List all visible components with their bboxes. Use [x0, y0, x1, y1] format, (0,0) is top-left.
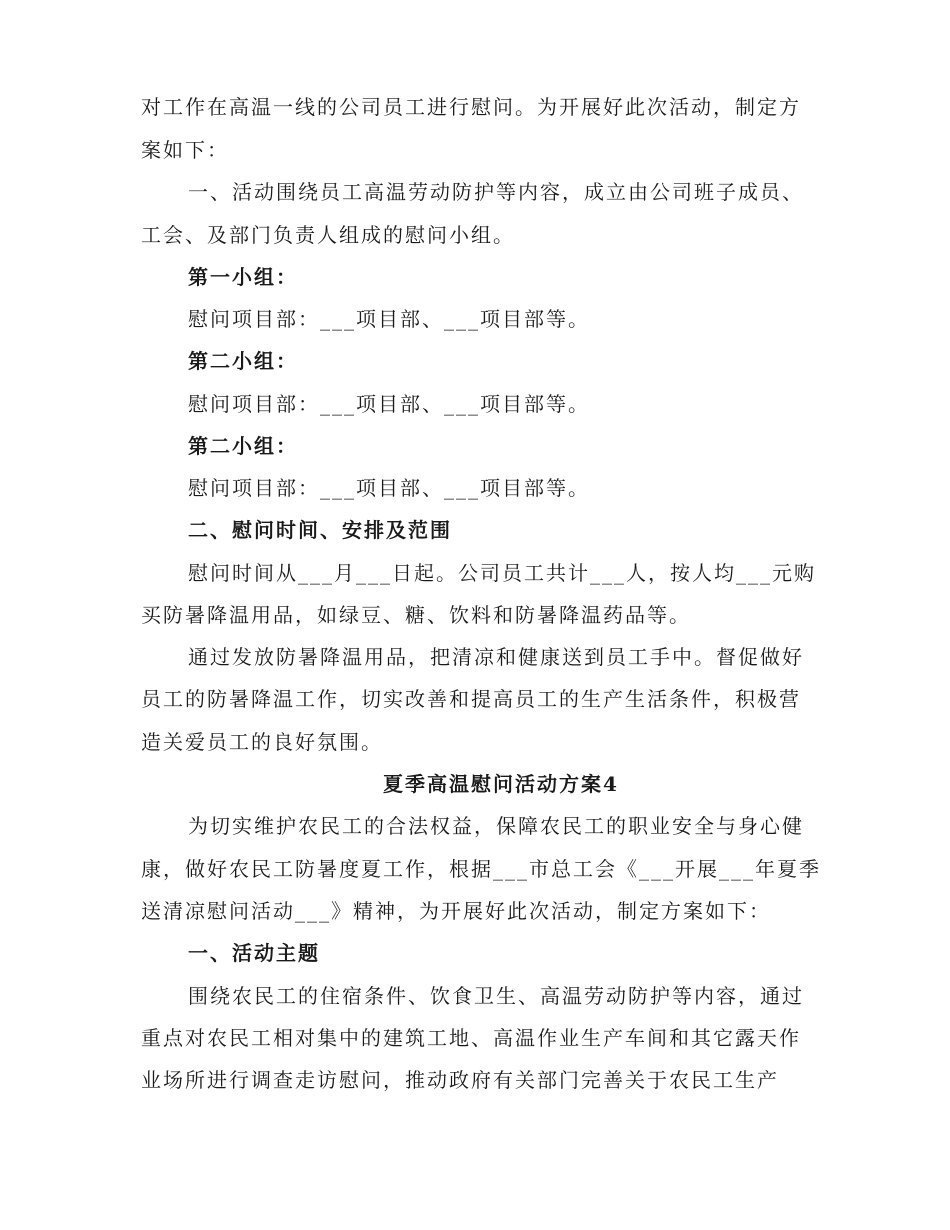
body-text-line: 送清凉慰问活动___》精神，为开展好此次活动，制定方案如下：: [141, 899, 771, 923]
subheading: 第二小组：: [188, 349, 298, 373]
body-text-line: 慰问项目部：___项目部、___项目部等。: [188, 392, 590, 416]
body-text-line: 造关爱员工的良好氛围。: [141, 730, 383, 754]
body-text-line: 对工作在高温一线的公司员工进行慰问。为开展好此次活动，制定方: [141, 95, 801, 119]
subheading: 第一小组：: [188, 265, 298, 289]
body-text-line: 案如下：: [141, 138, 229, 162]
body-text-line: 慰问项目部：___项目部、___项目部等。: [188, 476, 590, 500]
section-heading: 一、活动主题: [188, 941, 320, 965]
body-text-line: 围绕农民工的住宿条件、饮食卫生、高温劳动防护等内容，通过: [188, 984, 804, 1008]
body-text-line: 慰问项目部：___项目部、___项目部等。: [188, 307, 590, 331]
body-text-line: 业场所进行调查走访慰问，推动政府有关部门完善关于农民工生产: [141, 1068, 779, 1092]
body-text-line: 重点对农民工相对集中的建筑工地、高温作业生产车间和其它露天作: [141, 1026, 801, 1050]
body-text-line: 为切实维护农民工的合法权益，保障农民工的职业安全与身心健: [188, 814, 804, 838]
body-text-line: 康，做好农民工防暑度夏工作，根据___市总工会《___开展___年夏季: [141, 857, 821, 881]
body-text-line: 买防暑降温用品，如绿豆、糖、饮料和防暑降温药品等。: [141, 603, 691, 627]
body-text-line: 员工的防暑降温工作，切实改善和提高员工的生产生活条件，积极营: [141, 687, 801, 711]
document-title: 夏季高温慰问活动方案4: [383, 772, 619, 796]
body-text-line: 一、活动围绕员工高温劳动防护等内容，成立由公司班子成员、: [188, 180, 804, 204]
subheading: 第二小组：: [188, 434, 298, 458]
section-heading: 二、慰问时间、安排及范围: [188, 518, 452, 542]
body-text-line: 通过发放防暑降温用品，把清凉和健康送到员工手中。督促做好: [188, 645, 804, 669]
body-text-line: 工会、及部门负责人组成的慰问小组。: [141, 223, 515, 247]
body-text-line: 慰问时间从___月___日起。公司员工共计___人，按人均___元购: [188, 561, 816, 585]
